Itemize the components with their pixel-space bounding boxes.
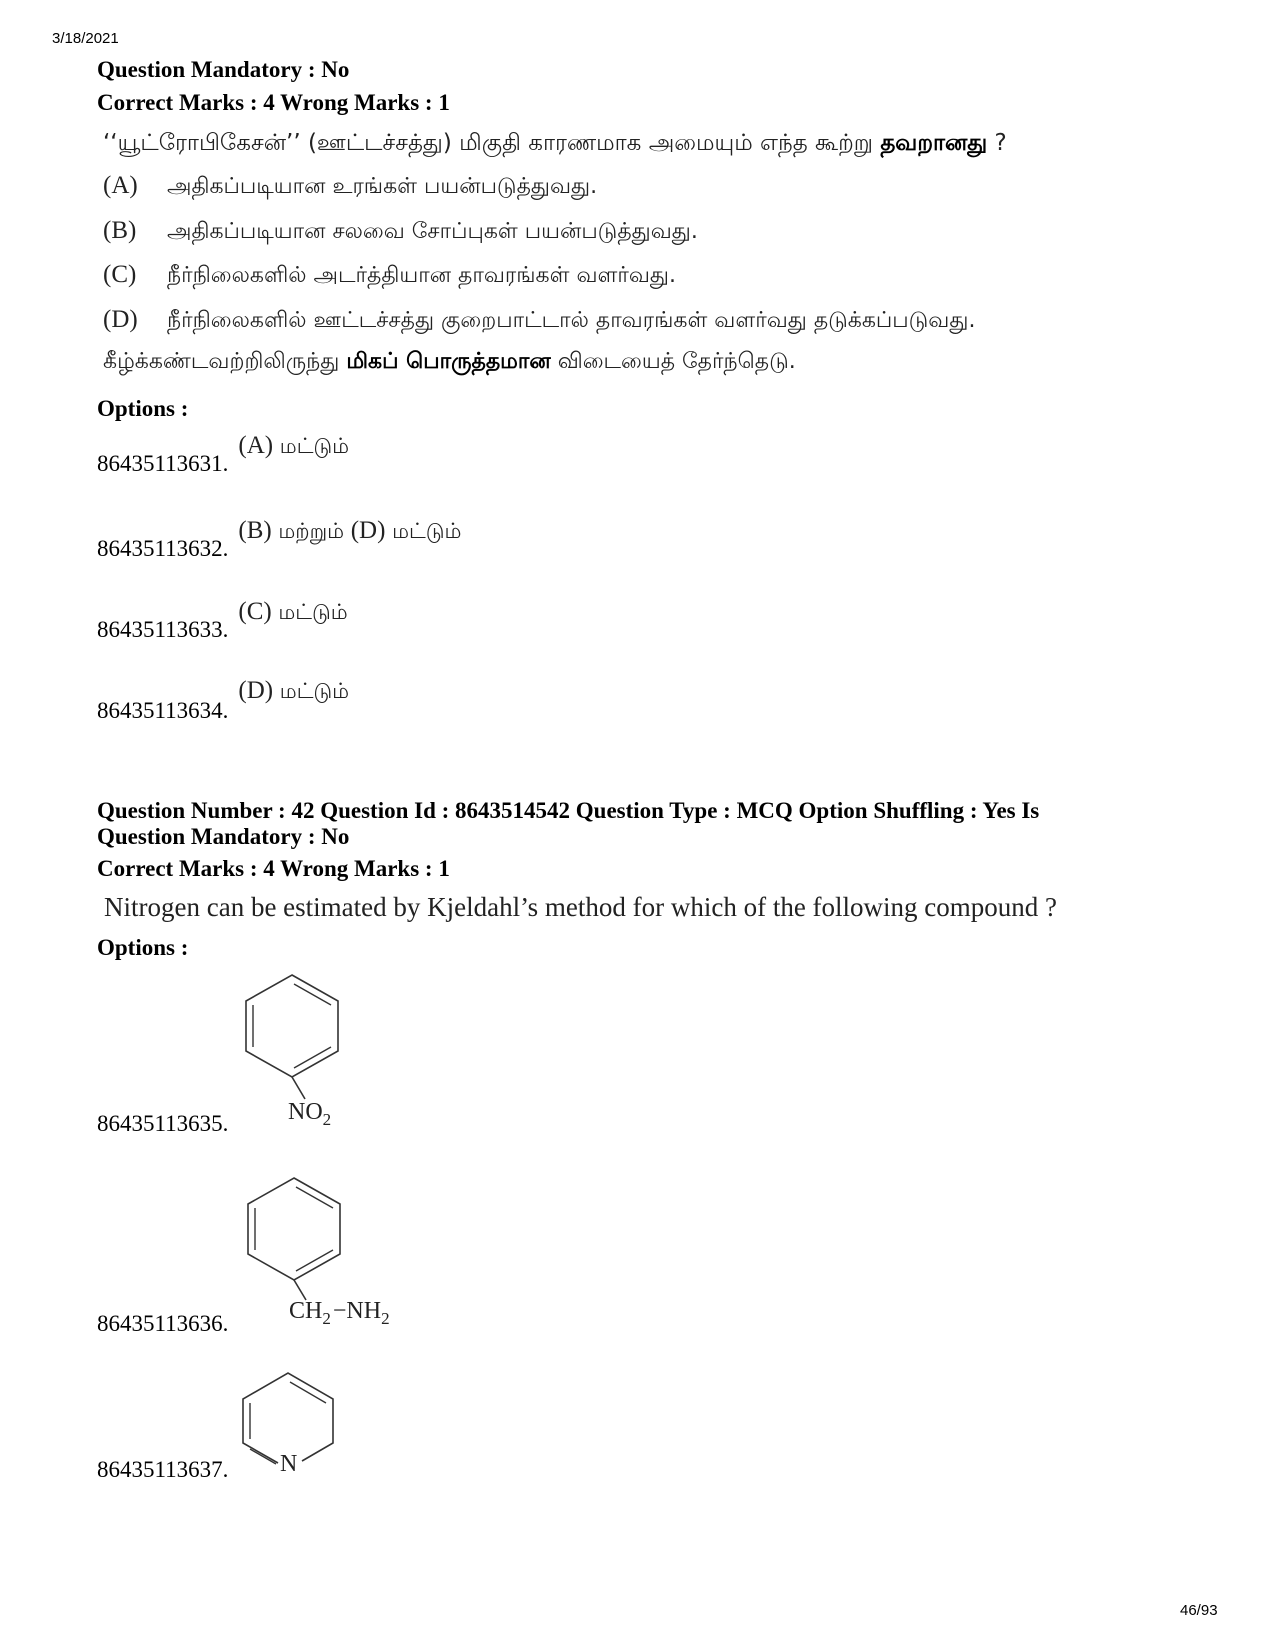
stem-text: ‘‘யூட்ரோபிகேசன்’’ (ஊட்டச்சத்து) மிகுதி காரணமாக அமையும் எந்த கூற்று xyxy=(103,130,881,156)
option-part: (D) xyxy=(238,677,274,704)
option-part: (D) xyxy=(350,517,386,544)
option-id: 86435113631. xyxy=(97,451,229,476)
marks-info: Correct Marks : 4 Wrong Marks : 1 xyxy=(97,90,450,115)
question-header: Question Number : 42 Question Id : 8643514542 Question Type : MCQ Option Shuffling : Yes Is xyxy=(97,798,1040,823)
options-heading: Options : xyxy=(97,396,189,421)
instruction xyxy=(103,349,796,377)
statement-text: நீர்நிலைகளில் அடர்த்தியான தாவரங்கள் வளர்வது. xyxy=(167,263,676,288)
statement-label: (B) xyxy=(103,217,137,244)
statement-text: அதிகப்படியான சலவை சோப்புகள் பயன்படுத்துவது. xyxy=(167,219,698,244)
substituent-label xyxy=(289,1298,390,1328)
double-bond xyxy=(250,1449,276,1464)
question-stem: Nitrogen can be estimated by Kjeldahl’s method for which of the following compound ? xyxy=(104,892,1058,922)
pyridine-structure[interactable] xyxy=(230,1365,360,1485)
formula-bond: − xyxy=(332,1298,347,1324)
option-part: (C) xyxy=(238,598,272,625)
option-part: மட்டும் xyxy=(385,519,462,543)
page-number: 46/93 xyxy=(1180,1602,1218,1619)
stem-end: ? xyxy=(987,130,1007,156)
question-stem xyxy=(103,130,1007,159)
option-row[interactable] xyxy=(97,517,462,561)
option-part: மட்டும் xyxy=(271,600,348,624)
option-text xyxy=(238,600,347,624)
formula-text: NH xyxy=(346,1298,382,1324)
option-text xyxy=(238,679,349,703)
formula-text: NO xyxy=(288,1099,323,1125)
option-id[interactable]: 86435113637. xyxy=(97,1457,229,1482)
option-row[interactable] xyxy=(97,432,350,476)
statement-d xyxy=(103,306,975,336)
option-part: மட்டும் xyxy=(273,679,350,703)
option-id: 86435113633. xyxy=(97,617,229,642)
single-bond xyxy=(294,1280,306,1300)
option-id[interactable]: 86435113635. xyxy=(97,1111,229,1136)
statement-label: (A) xyxy=(103,172,138,199)
statement-text: நீர்நிலைகளில் ஊட்டச்சத்து குறைபாட்டால் தாவரங்கள் வளர்வது தடுக்கப்படுவது. xyxy=(167,308,976,333)
option-text xyxy=(238,519,461,543)
statement-a xyxy=(103,172,597,202)
marks-info: Correct Marks : 4 Wrong Marks : 1 xyxy=(97,856,450,881)
option-part: (A) xyxy=(238,432,274,459)
substituent-label xyxy=(288,1099,331,1129)
single-bond xyxy=(292,1077,305,1099)
option-text xyxy=(238,434,349,458)
statement-b xyxy=(103,217,698,247)
option-part: மற்றும் xyxy=(271,519,351,543)
option-id: 86435113632. xyxy=(97,536,229,561)
formula-subscript: 2 xyxy=(381,1309,390,1328)
statement-label: (D) xyxy=(103,306,138,333)
nitrogen-atom-label: N xyxy=(280,1451,298,1477)
option-id[interactable]: 86435113636. xyxy=(97,1311,229,1336)
question-mandatory: Question Mandatory : No xyxy=(97,57,350,82)
instruction-end: விடையைத் தேர்ந்தெடு. xyxy=(550,349,796,374)
option-part: மட்டும் xyxy=(273,434,350,458)
statement-text: அதிகப்படியான உரங்கள் பயன்படுத்துவது. xyxy=(167,174,598,199)
instruction-emphasis: மிகப் பொருத்தமான xyxy=(346,349,551,374)
stem-emphasis: தவறானது xyxy=(880,130,988,156)
statement-c xyxy=(103,261,676,291)
option-id: 86435113634. xyxy=(97,698,229,723)
instruction-text: கீழ்க்கண்டவற்றிலிருந்து xyxy=(103,349,347,374)
formula-text: CH xyxy=(289,1298,323,1324)
option-row[interactable] xyxy=(97,677,350,723)
question-mandatory: Question Mandatory : No xyxy=(97,824,350,849)
statement-label: (C) xyxy=(103,261,137,288)
formula-subscript: 2 xyxy=(322,1309,331,1328)
pyridine-ring xyxy=(243,1373,333,1463)
benzene-ring xyxy=(248,1178,340,1280)
option-row[interactable] xyxy=(97,598,348,642)
print-date: 3/18/2021 xyxy=(52,30,119,47)
formula-subscript: 2 xyxy=(322,1110,332,1129)
options-heading: Options : xyxy=(97,935,189,960)
nitrobenzene-structure[interactable] xyxy=(230,965,380,1135)
benzene-ring xyxy=(246,975,338,1077)
option-part: (B) xyxy=(238,517,272,544)
benzylamine-structure[interactable] xyxy=(230,1168,450,1338)
